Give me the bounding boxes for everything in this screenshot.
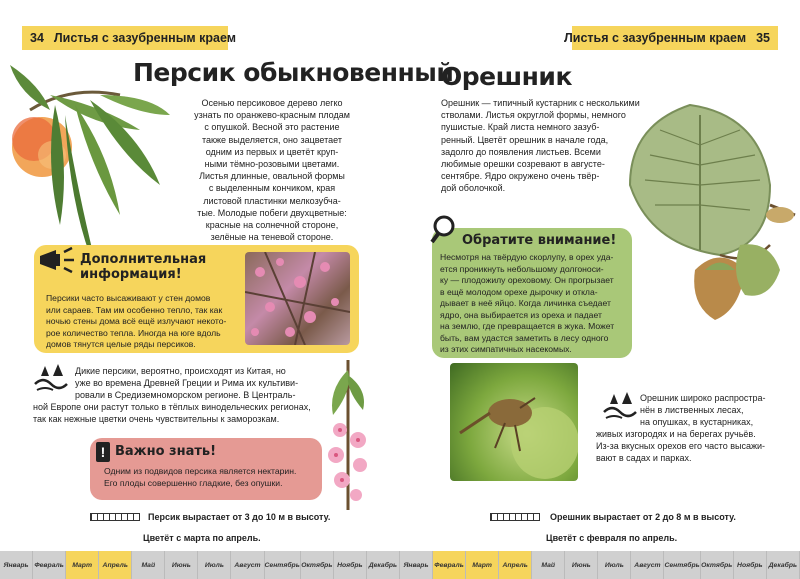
important-box-text <box>104 466 319 489</box>
text-line: дывает в неё яйцо. Когда личинка съедает <box>440 298 611 308</box>
month-cell: Июль <box>598 551 631 579</box>
megaphone-icon <box>36 244 78 276</box>
text-line: Дикие персики, вероятно, происходят из Китая, но <box>75 366 286 376</box>
text-line: на опушках, в кустарниках, <box>640 417 754 428</box>
magnifier-icon <box>430 214 460 244</box>
month-calendar-bar <box>0 551 800 579</box>
left-header-title: Листья с зазубренным краем <box>53 31 236 45</box>
right-habitat-text-wide <box>596 428 786 465</box>
attention-box-text <box>440 252 630 356</box>
left-habitat-text-wide <box>33 401 333 425</box>
month-cell: Сентябрь <box>664 551 700 579</box>
month-cell: Декабрь <box>367 551 400 579</box>
exclamation-icon: ! <box>96 442 110 462</box>
text-line: Одним из подвидов персика является нектарин. <box>104 466 297 476</box>
height-ruler-icon <box>90 513 140 521</box>
height-ruler-icon <box>490 513 540 521</box>
text-line: рое количество тепла. Иногда на юге вдоль <box>46 327 221 338</box>
text-line: на землю, где превращается в жука. Может <box>440 321 615 331</box>
right-page-number: 35 <box>756 31 770 45</box>
right-intro-text <box>441 97 641 195</box>
right-page-header <box>564 26 778 50</box>
month-cell: Июнь <box>565 551 598 579</box>
text-line: задолго до появления листьев. Всеми <box>441 146 601 157</box>
left-habitat-text <box>75 365 335 402</box>
text-line: также выделяется, оно зацветает <box>202 134 342 145</box>
info-box-text <box>46 293 246 351</box>
month-cell: Сентябрь <box>265 551 301 579</box>
month-cell: Август <box>231 551 264 579</box>
heading-line: информация! <box>80 267 182 282</box>
peach-branch-illustration <box>318 360 378 510</box>
peach-blossom-photo <box>245 252 350 345</box>
important-box-heading: Важно знать! <box>115 444 217 459</box>
text-line: сентябре. Ядро окружено очень твёр- <box>441 171 600 182</box>
month-cell: Ноябрь <box>334 551 367 579</box>
text-line: ку — плодожилу ореховому. Он прогрызает <box>440 275 614 285</box>
left-page-number: 34 <box>30 31 44 45</box>
right-habitat-text <box>640 392 780 429</box>
text-line: уже во времена Древней Греции и Рима их культиви- <box>75 378 299 389</box>
month-cell: Март <box>66 551 99 579</box>
left-bloom-fact: Цветёт с марта по апрель. <box>143 533 261 543</box>
month-cell: Март <box>466 551 499 579</box>
left-page-title: Персик обыкновенный <box>133 58 454 87</box>
month-cell: Август <box>631 551 664 579</box>
text-line: пушистые. Край листа немного зазуб- <box>441 122 600 133</box>
attention-box-heading: Обратите внимание! <box>462 233 617 248</box>
hazel-leaf-illustration <box>620 95 800 330</box>
nut-weevil-photo <box>450 363 578 481</box>
text-line: Из-за вкусных орехов его часто высажи- <box>596 441 766 452</box>
month-cell: Февраль <box>33 551 66 579</box>
month-cell: Ноябрь <box>734 551 767 579</box>
info-box-heading <box>80 252 206 282</box>
text-line: Его плоды совершенно гладкие, без опушки. <box>104 477 283 488</box>
month-cell: Январь <box>0 551 33 579</box>
text-line: живых изгородях и на берегах ручьёв. <box>596 429 756 439</box>
month-cell: Октябрь <box>701 551 734 579</box>
left-intro-text <box>172 97 372 243</box>
text-line: так как нежные цветки очень чувствительны к заморозкам. <box>33 414 280 425</box>
text-line: зелёные на теневой стороне. <box>210 232 334 243</box>
text-line: Листья длинные, овальной формы <box>199 171 345 182</box>
text-line: ной Европе они растут только в тёплых винодельческих регионах, <box>33 402 311 412</box>
habitat-icon <box>33 362 69 392</box>
text-line: стволами. Листья округлой формы, немного <box>441 110 626 121</box>
text-line: в ещё молодом орехе дырочку и откла- <box>440 286 598 297</box>
text-line: дой оболочкой. <box>441 183 506 194</box>
month-cell: Апрель <box>499 551 532 579</box>
text-line: тые. Молодые побеги двухцветные: <box>197 207 347 218</box>
heading-line: Дополнительная <box>80 252 207 267</box>
right-page-title: Орешник <box>441 62 572 91</box>
text-line: Несмотря на твёрдую скорлупу, в орех уда- <box>440 252 614 262</box>
month-cell: Декабрь <box>767 551 800 579</box>
text-line: ядро, она выбирается из ореха и падает <box>440 309 602 320</box>
text-line: Осенью персиковое дерево легко <box>201 98 343 108</box>
month-cell: Апрель <box>99 551 132 579</box>
text-line: одним из первых и цветёт круп- <box>205 146 339 157</box>
text-line: из этих симпатичных насекомых. <box>440 344 572 354</box>
text-line: Орешник — типичный кустарник с несколькими <box>441 98 640 108</box>
text-line: ется проникнуть небольшому долгоноси- <box>440 263 604 274</box>
text-line: домов тянутся целые ряды персиков. <box>46 339 196 349</box>
month-cell: Июль <box>198 551 231 579</box>
text-line: любимые орешки созревают в августе- <box>441 159 605 170</box>
text-line: нён в лиственных лесах, <box>640 405 744 416</box>
month-cell: Октябрь <box>301 551 334 579</box>
left-page-header <box>22 26 236 50</box>
right-bloom-fact: Цветёт с февраля по апрель. <box>546 533 678 543</box>
left-height-fact: Персик вырастает от 3 до 10 м в высоту. <box>148 512 331 522</box>
text-line: листовой пластинки мелкозубча- <box>203 195 341 206</box>
month-cell: Февраль <box>433 551 466 579</box>
text-line: с опушкой. Весной это растение <box>204 122 340 133</box>
month-cell: Январь <box>400 551 433 579</box>
text-line: вают в садах и парках. <box>596 453 692 464</box>
text-line: с выделенным кончиком, края <box>208 183 336 194</box>
text-line: быть, вам удастся заметить в лесу одного <box>440 332 609 343</box>
text-line: или сараев. Там им особенно тепло, так как <box>46 304 223 315</box>
right-height-fact: Орешник вырастает от 2 до 8 м в высоту. <box>550 512 736 522</box>
month-cell: Июнь <box>165 551 198 579</box>
text-line: красные на солнечной стороне, <box>205 220 339 231</box>
text-line: ными тёмно-розовыми цветами. <box>204 159 340 170</box>
text-line: Орешник широко распростра- <box>640 393 766 403</box>
text-line: Персики часто высаживают у стен домов <box>46 293 211 303</box>
month-cell: Май <box>532 551 565 579</box>
right-header-title: Листья с зазубренным краем <box>564 31 747 45</box>
month-cell: Май <box>132 551 165 579</box>
habitat-icon <box>602 390 638 420</box>
text-line: ровали в Средиземноморском регионе. В Централь- <box>75 390 296 401</box>
text-line: узнать по оранжево-красным плодам <box>194 110 350 121</box>
text-line: ренный. Цветёт орешник в начале года, <box>441 134 609 145</box>
text-line: ночью стены дома всё ещё излучают некото- <box>46 316 227 326</box>
